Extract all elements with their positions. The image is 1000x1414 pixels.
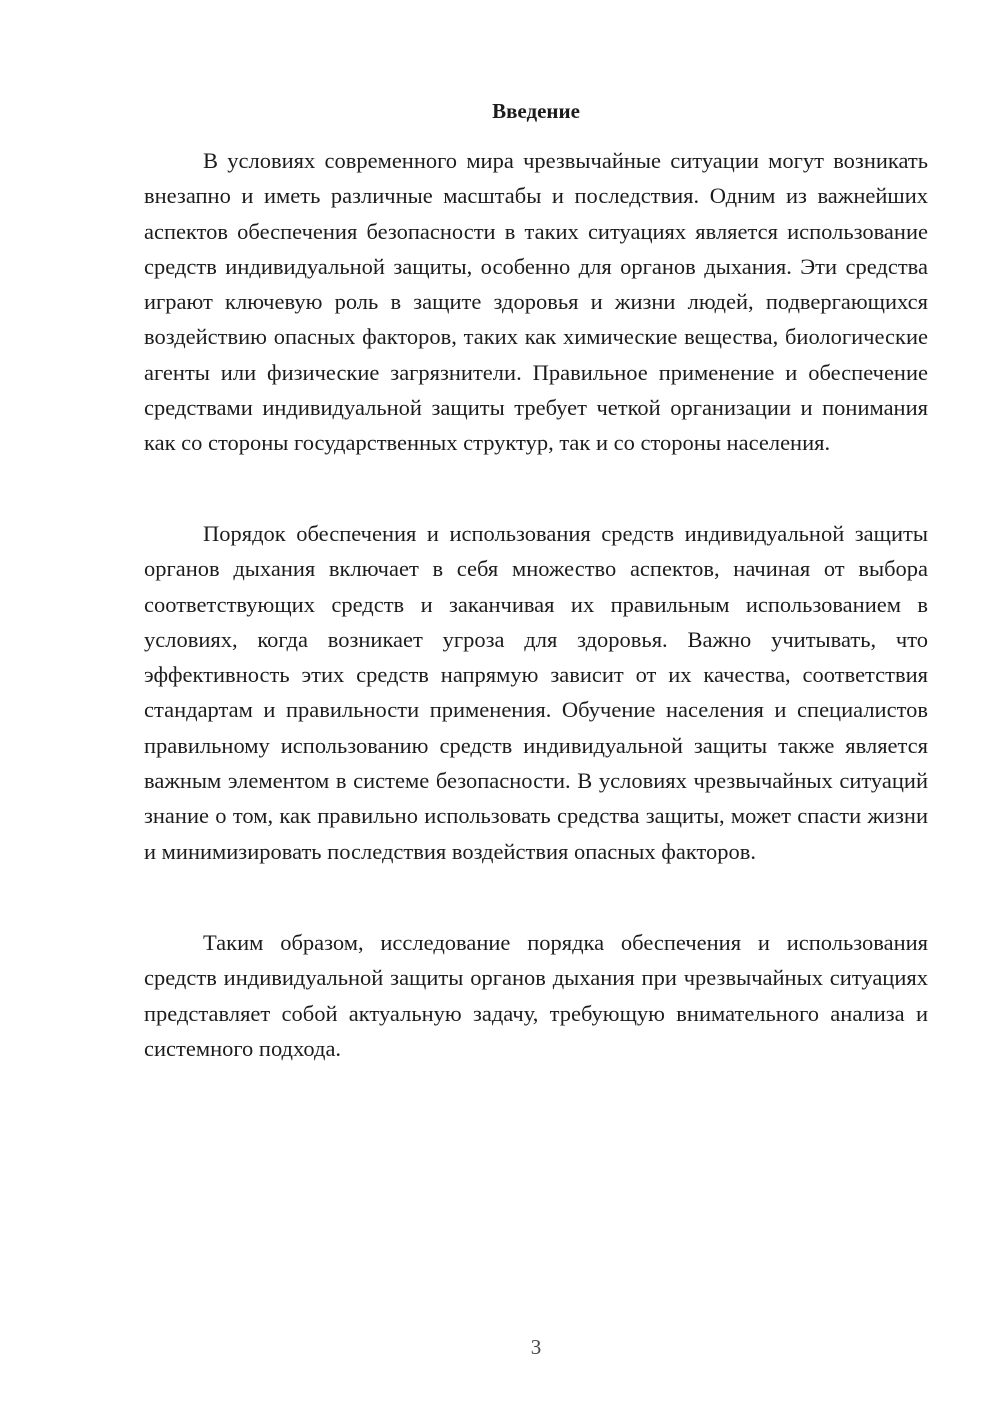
section-title: Введение (492, 99, 580, 123)
page-number: 3 (530, 1335, 542, 1359)
paragraph-1: В условиях современного мира чрезвычайные ситуации могут возникать внезапно и иметь различные масштабы и последствия. Одним из важнейших аспектов обеспечения безопасности в таких ситуациях является использование средств индивидуальной защиты, особенно для органов дыхания. Эти средства играют ключевую роль в защите здоровья и жизни людей, подвергающихся воздействию опасных факторов, таких как химические вещества, биологические агенты или физические загрязнители. Правильное применение и обеспечение средствами индивидуальной защиты требует четкой организации и понимания как со стороны государственных структур, так и со стороны населения. (144, 148, 928, 456)
paragraph-2: Порядок обеспечения и использования средств индивидуальной защиты органов дыхания включает в себя множество аспектов, начиная от выбора соответствующих средств и заканчивая их правильным использованием в условиях, когда возникает угроза для здоровья. Важно учитывать, что эффективность этих средств напрямую зависит от их качества, соответствия стандартам и правильности применения. Обучение населения и специалистов правильному использованию средств индивидуальной защиты также является важным элементом в системе безопасности. В условиях чрезвычайных ситуаций знание о том, как правильно использовать средства защиты, может спасти жизни и минимизировать последствия воздействия опасных факторов. (144, 521, 928, 864)
paragraph-3: Таким образом, исследование порядка обеспечения и использования средств индивидуальной защиты органов дыхания при чрезвычайных ситуациях представляет собой актуальную задачу, требующую внимательного анализа и системного подхода. (144, 930, 928, 1061)
